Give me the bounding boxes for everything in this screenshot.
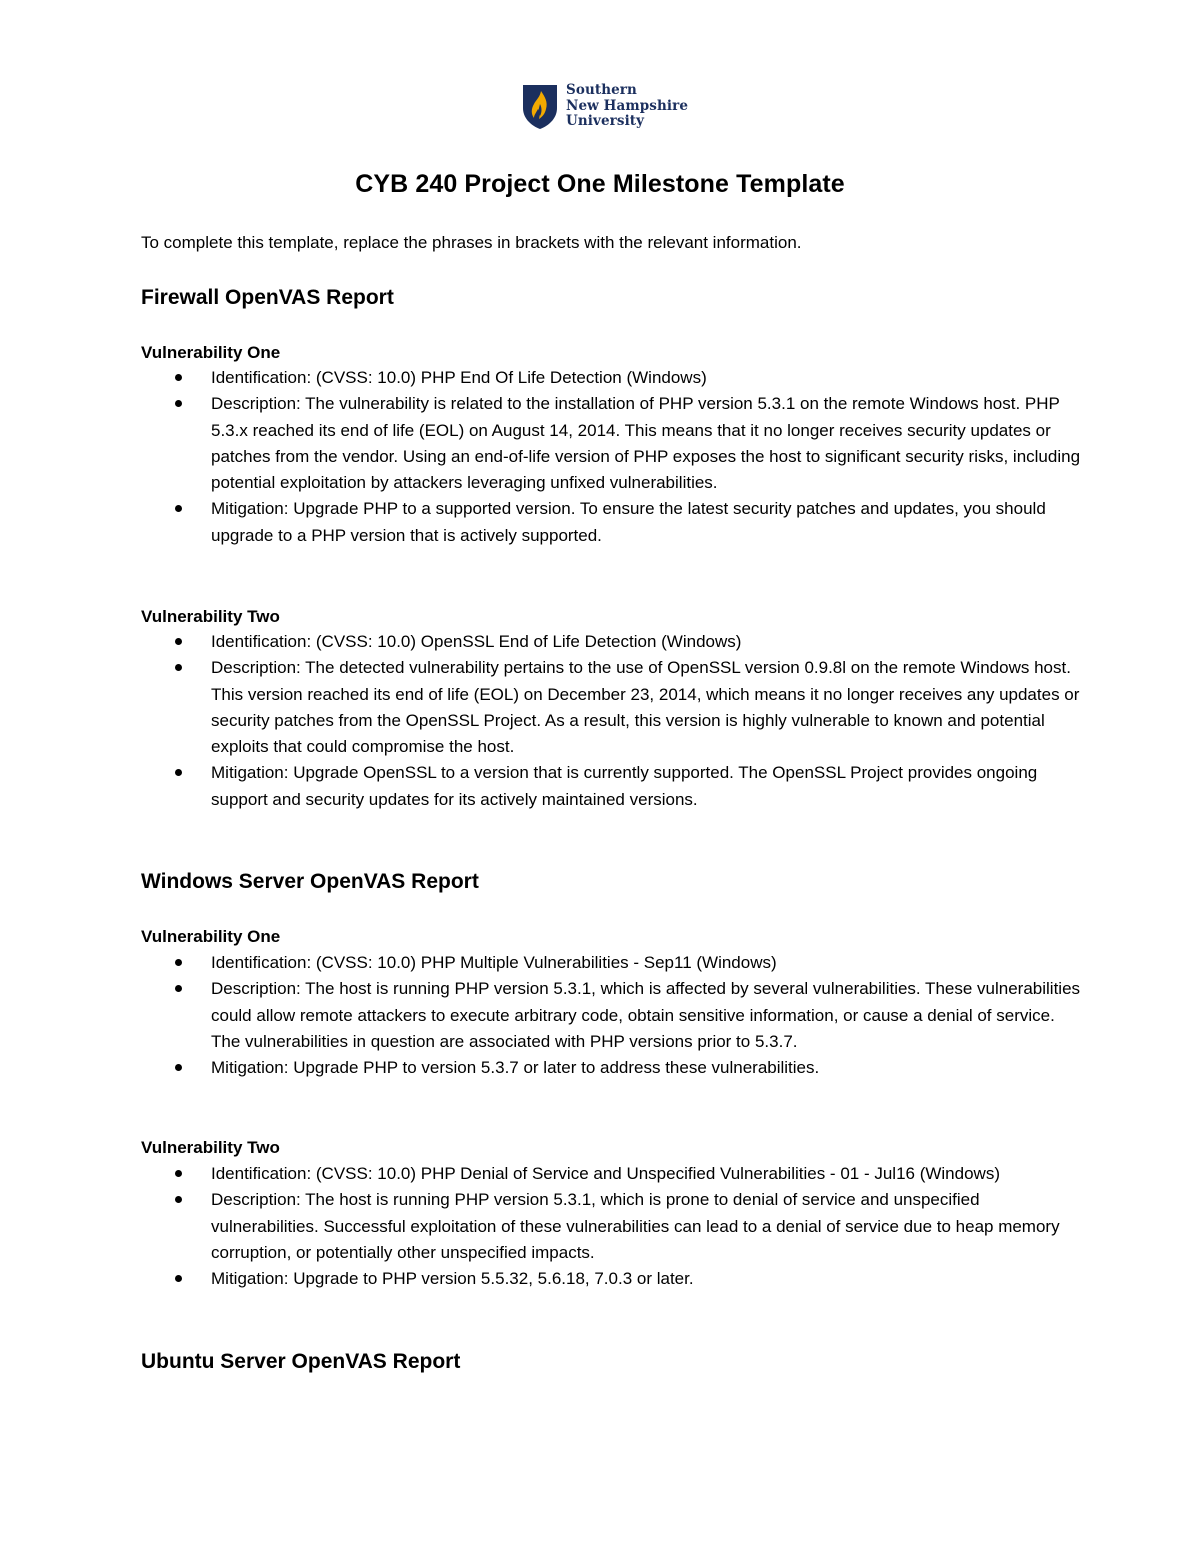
snhu-logo — [522, 84, 688, 130]
list-item — [141, 950, 1081, 976]
list-item — [141, 1161, 1081, 1187]
list-item — [141, 655, 1081, 760]
vuln-details-list — [141, 950, 1081, 1081]
list-item — [141, 760, 1081, 813]
vuln-heading: Vulnerability One — [141, 343, 281, 362]
shield-flame-icon — [522, 84, 558, 130]
list-item — [141, 1187, 1081, 1266]
logo-line-1: Southern — [566, 82, 637, 98]
vuln-details-list — [141, 365, 1081, 549]
bullet-icon — [175, 1170, 182, 1177]
bullet-icon — [175, 505, 182, 512]
logo-wordmark — [566, 83, 688, 130]
logo-line-3: University — [566, 113, 645, 129]
description-text: Description: The vulnerability is related to the installation of PHP version 5.3.1 on the remote Windows host. PHP 5.3.x reached its end of life (EOL) on August 14, 2014. This means that it no longer receives security updates or patches from the vendor. Using an end-of-life version of PHP exposes the host to significant security risks, including potential exploitation by attackers leveraging unfixed vulnerabilities. — [211, 394, 1081, 493]
section-heading-firewall: Firewall OpenVAS Report — [141, 286, 394, 309]
vuln-heading: Vulnerability Two — [141, 607, 280, 626]
bullet-icon — [175, 959, 182, 966]
identification-text: Identification: (CVSS: 10.0) PHP End Of Life Detection (Windows) — [211, 368, 707, 387]
logo-line-2: New Hampshire — [566, 97, 689, 114]
mitigation-text: Mitigation: Upgrade to PHP version 5.5.32, 5.6.18, 7.0.3 or later. — [211, 1269, 694, 1289]
bullet-icon — [175, 985, 182, 992]
identification-text: Identification: (CVSS: 10.0) PHP Multiple Vulnerabilities - Sep11 (Windows) — [211, 953, 777, 972]
bullet-icon — [175, 769, 182, 776]
list-item — [141, 496, 1081, 549]
bullet-icon — [175, 1064, 182, 1071]
document-title: CYB 240 Project One Milestone Template — [355, 170, 845, 198]
bullet-icon — [175, 400, 182, 407]
identification-text: Identification: (CVSS: 10.0) PHP Denial of Service and Unspecified Vulnerabilities - 01 - Jul16 (Windows) — [211, 1164, 1000, 1183]
bullet-icon — [175, 664, 182, 671]
vuln-heading: Vulnerability One — [141, 927, 281, 946]
description-text: Description: The host is running PHP version 5.3.1, which is affected by several vulnerabilities. These vulnerabilities could allow remote attackers to execute arbitrary code, obtain sensitive information, or cause a denial of service. The vulnerabilities in question are associated with PHP versions prior to 5.3.7. — [211, 979, 1081, 1051]
vuln-heading: Vulnerability Two — [141, 1138, 280, 1157]
identification-text: Identification: (CVSS: 10.0) OpenSSL End of Life Detection (Windows) — [211, 632, 742, 651]
vuln-details-list — [141, 1161, 1081, 1292]
list-item — [141, 629, 1081, 655]
bullet-icon — [175, 638, 182, 645]
description-text: Description: The detected vulnerability pertains to the use of OpenSSL version 0.9.8l on the remote Windows host. This version reached its end of life (EOL) on December 23, 2014, which means it no longer receives any updates or security patches from the OpenSSL Project. As a result, this version is highly vulnerable to known and potential exploits that could compromise the host. — [211, 658, 1080, 757]
description-text: Description: The host is running PHP version 5.3.1, which is prone to denial of service and unspecified vulnerabilities. Successful exploitation of these vulnerabilities can lead to a denial of service due to heap memory corruption, or potentially other unspecified impacts. — [211, 1190, 1060, 1262]
mitigation-text: Mitigation: Upgrade PHP to a supported version. To ensure the latest security patches and updates, you should upgrade to a PHP version that is actively supported. — [211, 499, 1046, 545]
list-item — [141, 976, 1081, 1055]
mitigation-text: Mitigation: Upgrade PHP to version 5.3.7 or later to address these vulnerabilities. — [211, 1058, 820, 1078]
section-heading-windows-server: Windows Server OpenVAS Report — [141, 870, 479, 893]
list-item — [141, 1055, 1081, 1081]
list-item — [141, 365, 1081, 391]
bullet-icon — [175, 1196, 182, 1203]
list-item — [141, 391, 1081, 496]
list-item — [141, 1266, 1081, 1292]
mitigation-text: Mitigation: Upgrade OpenSSL to a version that is currently supported. The OpenSSL Project provides ongoing support and security updates for its actively maintained versions. — [211, 763, 1038, 809]
bullet-icon — [175, 1275, 182, 1282]
vuln-details-list — [141, 629, 1081, 813]
bullet-icon — [175, 374, 182, 381]
intro-text: To complete this template, replace the phrases in brackets with the relevant information. — [141, 233, 802, 252]
section-heading-ubuntu-server: Ubuntu Server OpenVAS Report — [141, 1350, 461, 1373]
